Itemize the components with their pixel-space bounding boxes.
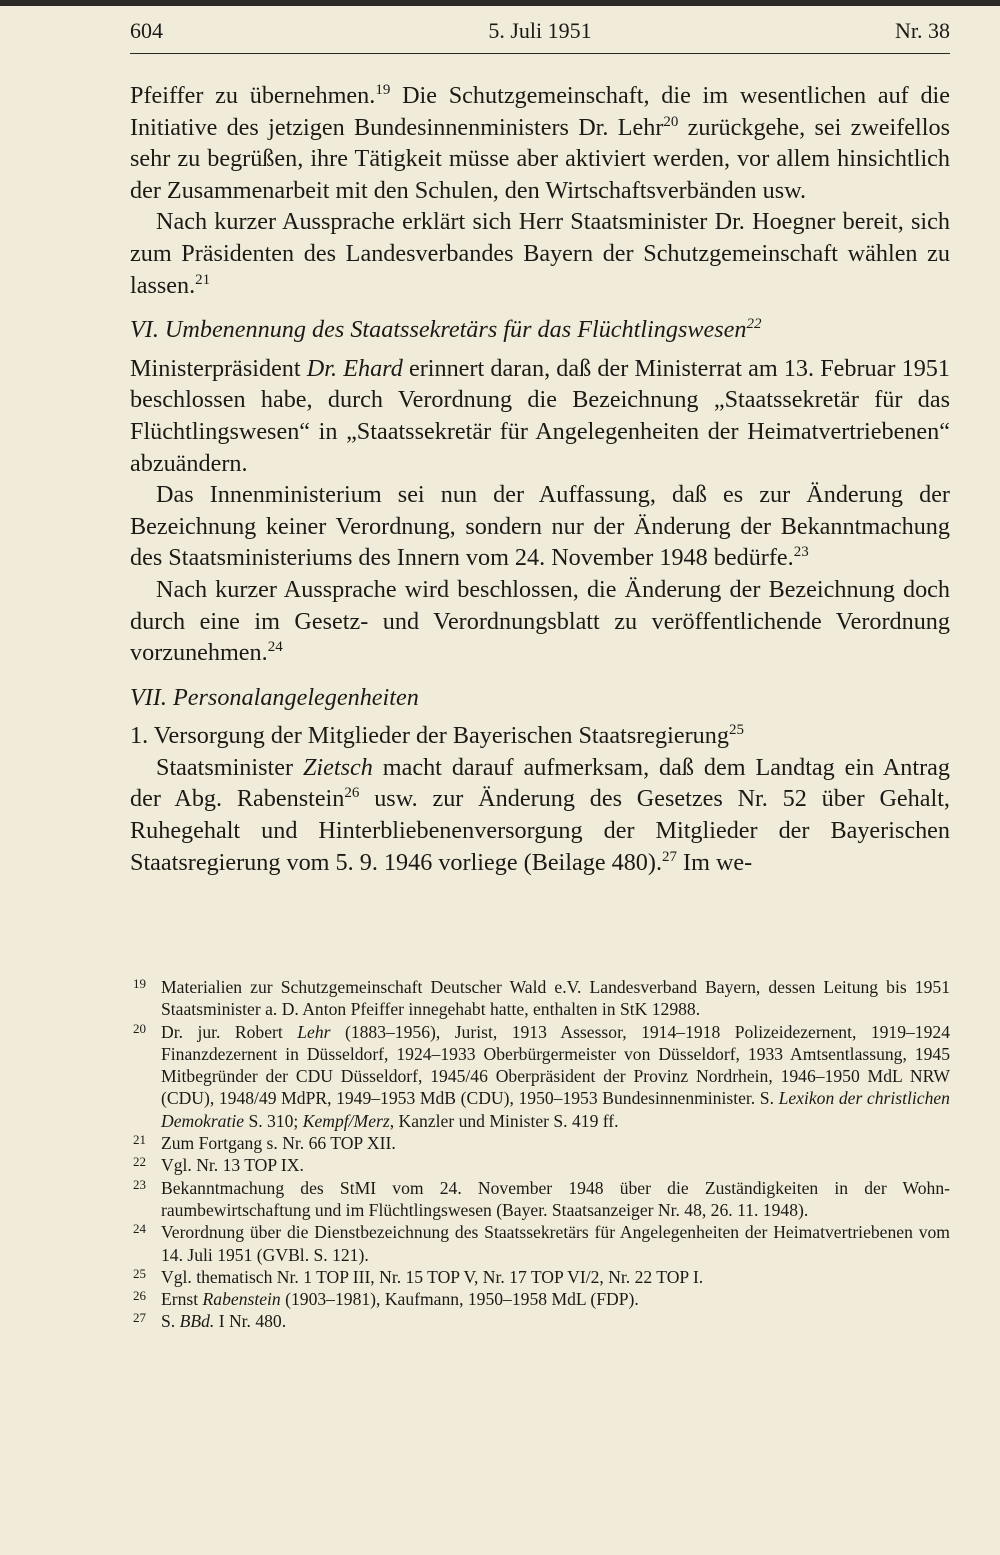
footnote-number: 19	[133, 976, 146, 991]
footnote-ref: 26	[344, 785, 360, 802]
footnote-21: 21 Zum Fortgang s. Nr. 66 TOP XII.	[133, 1132, 396, 1154]
person-name: Dr. Ehard	[306, 354, 403, 382]
footnote-25: 25 Vgl. thematisch Nr. 1 TOP III, Nr. 15 TOP V, Nr. 17 TOP VI/2, Nr. 22 TOP I.	[133, 1265, 704, 1287]
footnote-22: 22 Vgl. Nr. 13 TOP IX.	[133, 1154, 304, 1176]
paragraph: Das Innenministerium sei nun der Auffassung, daß es zur Änderung der Bezeichnung keiner Verordnung, sondern nur der Änderung der Bekanntmachung des Staatsministeriums des Innern vom 24. November 1948 bedürfe.$^{23}$	[130, 481, 950, 572]
footnote-number: 24	[133, 1221, 146, 1237]
section-heading-vii: VII. Personalangelegenheiten	[130, 683, 419, 711]
footnote-number: 23	[133, 1176, 146, 1192]
footnote-19: 19 Materialien zur Schutzgemeinschaft Deutscher Wald e.V. Landesverband Bayern, dessen Leitung bis 1951 Staatsminister a. D. Anton Pfeiffer innegehabt hatte, enthalten in StK 12988.	[133, 976, 950, 1020]
issue-number: Nr. 38	[895, 18, 950, 43]
subsection-title: 1. Versorgung der Mitglieder der Bayerischen Staatsregierung$^{25}$	[130, 722, 744, 750]
running-header	[130, 18, 950, 48]
footnote-26: 26 Ernst Rabenstein (1903–1981), Kaufmann, 1950–1958 MdL (FDP).	[133, 1288, 639, 1310]
section-heading-vi: VI. Umbenennung des Staatssekretärs für das Flüchtlingswesen$^{22}$	[130, 316, 762, 344]
paragraph: Nach kurzer Aussprache wird beschlossen, die Änderung der Bezeichnung doch durch eine im Gesetz- und Verordnungsblatt zu veröffentlichende Verordnung vorzunehmen.$^{24}$	[130, 575, 950, 667]
footnote-24: 24 Verordnung über die Dienstbezeichnung des Staatssekretärs für Angelegenheiten der Heimatvertriebenen vom 14. Juli 1951 (GVBl. S. 121).	[133, 1221, 950, 1265]
footnote-ref: 23	[793, 544, 809, 561]
paragraph: Ministerpräsident Dr. Ehard erinnert daran, daß der Ministerrat am 13. Februar 1951 beschlossen habe, durch Verordnung die Bezeichnung „Staatssekretär für das Flüchtlingswesen“ in „Staatssekretär für Angelegenheiten der Heimatvertriebenen“ abzuändern.	[130, 354, 950, 477]
footnote-27: 27 S. BBd. I Nr. 480.	[133, 1310, 287, 1332]
page-number: 604	[130, 18, 163, 43]
footnote-number: 22	[133, 1154, 146, 1170]
footnote-number: 26	[133, 1288, 146, 1304]
footnote-ref: 25	[728, 722, 744, 739]
footnote-ref: 19	[375, 82, 391, 98]
footnote-23: 23 Bekanntmachung des StMI vom 24. November 1948 über die Zuständigkeiten in der Wohnraumbewirtschaftung und im Flüchtlingswesen (Bayer. Staatsanzeiger Nr. 48, 26. 11. 1948).	[133, 1176, 950, 1220]
footnote-number: 21	[133, 1132, 146, 1148]
paragraph: Pfeiffer zu übernehmen.$^{19}$ Die Schutzgemeinschaft, die im wesentlichen auf die Initiative des jetzigen Bundesinnenministers Dr. Lehr$^{20}$ zurückgehe, sei zweifellos sehr zu begrüßen, ihre Tätigkeit müsse aber aktiviert werden, vor allem hinsichtlich der Zusammenarbeit mit den Schulen, den Wirtschaftsverbänden usw.	[130, 82, 950, 204]
person-name: Zietsch	[302, 753, 373, 781]
footnote-ref: 27	[662, 848, 677, 865]
header-date: 5. Juli 1951	[488, 18, 592, 43]
footnote-number: 25	[133, 1265, 146, 1281]
paragraph: Nach kurzer Aussprache erklärt sich Herr Staatsminister Dr. Hoegner bereit, sich zum Präsidenten des Landesverbandes Bayern der Schutzgemeinschaft wählen zu lassen.$^{21}$	[130, 208, 950, 299]
footnote-ref: 22	[746, 316, 762, 333]
main-text	[130, 80, 950, 878]
footnote-ref: 20	[663, 113, 679, 130]
paragraph: Staatsminister Zietsch macht darauf aufmerksam, daß dem Landtag ein Antrag der Abg. Rabenstein$^{26}$ usw. zur Änderung des Gesetzes Nr. 52 über Gehalt, Ruhegehalt und Hinterbliebenenversorgung der Mitglieder der Bayerischen Staatsregierung vom 5. 9. 1946 vorliege (Beilage 480).$^{27}$ Im we-	[130, 753, 950, 876]
header-rule	[130, 53, 950, 54]
footnote-20: 20 Dr. jur. Robert Lehr (1883–1956), Jurist, 1913 Assessor, 1914–1918 Polizeidezernent, 1919–1924 Finanzdezernent in Düsseldorf, 1924–1933 Oberbürgermeister von Düsseldorf, 1933 Amtsentlassung, 1945 Mitbegründer der CDU Düsseldorf, 1945/46 Oberpräsident der Provinz Nordrhein, 1946–1950 MdL NRW (CDU), 1948/49 MdPR, 1949–1953 MdB (CDU), 1950–1953 Bundesinnenminister. S. Lexikon der christlichen Demokratie S. 310; Kempf/Merz, Kanzler und Minister S. 419 ff.	[133, 1020, 950, 1131]
footnote-number: 20	[133, 1020, 146, 1036]
footnote-ref: 24	[267, 639, 283, 656]
footnotes	[130, 976, 950, 1333]
scan-edge	[0, 0, 1000, 6]
footnote-ref: 21	[195, 271, 211, 288]
footnote-number: 27	[133, 1310, 146, 1326]
